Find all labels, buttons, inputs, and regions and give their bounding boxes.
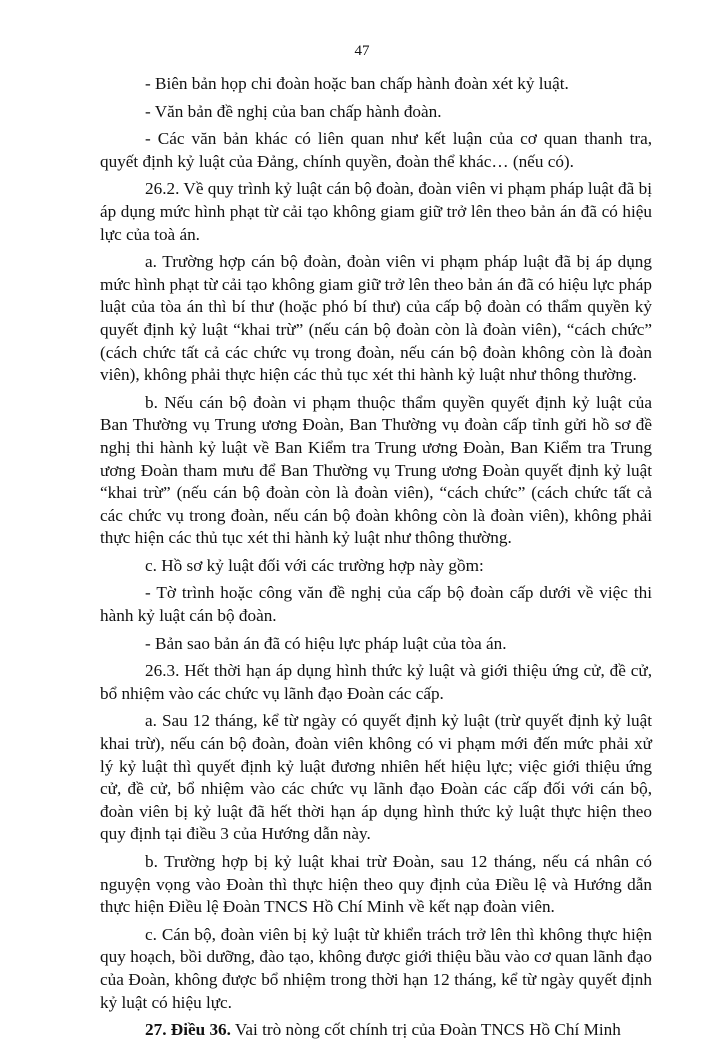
paragraph: - Các văn bản khác có liên quan như kết luận của cơ quan thanh tra, quyết định kỷ luật của Đảng, chính quyền, đoàn thể khác… (nếu có). [100, 129, 652, 171]
paragraph: - Bản sao bản án đã có hiệu lực pháp luật của tòa án. [145, 633, 507, 653]
section-heading-26-2: 26.2. Về quy trình kỷ luật cán bộ đoàn, đoàn viên vi phạm pháp luật đã bị áp dụng mức hình phạt từ cải tạo không giam giữ trở lên theo bản án đã có hiệu lực của toà án. [100, 179, 652, 244]
document-body [100, 73, 652, 1047]
paragraph: c. Hồ sơ kỷ luật đối với các trường hợp này gồm: [145, 555, 484, 575]
paragraph: - Văn bản đề nghị của ban chấp hành đoàn. [145, 101, 442, 121]
page-number: 47 [354, 43, 370, 59]
article-number: 27. Điều 36. [145, 1020, 231, 1040]
paragraph: b. Trường hợp bị kỷ luật khai trừ Đoàn, sau 12 tháng, nếu cá nhân có nguyện vọng vào Đoàn thì thực hiện theo quy định của Điều lệ và Hướng dẫn thực hiện Điều lệ Đoàn TNCS Hồ Chí Minh về kết nạp đoàn viên. [100, 852, 652, 917]
paragraph: - Tờ trình hoặc công văn đề nghị của cấp bộ đoàn cấp dưới về việc thi hành kỷ luật cán bộ đoàn. [100, 583, 652, 626]
paragraph: a. Trường hợp cán bộ đoàn, đoàn viên vi phạm pháp luật đã bị áp dụng mức hình phạt từ cải tạo không giam giữ trở lên theo bản án đã có hiệu lực pháp luật của tòa án thì bí thư (hoặc phó bí thư) của cấp bộ đoàn có thẩm quyền kỷ quyết định kỷ luật “khai trừ” (nếu cán bộ đoàn còn là đoàn viên), “cách chức” (cách chức tất cả các chức vụ trong đoàn, nếu cán bộ đoàn không còn là đoàn viên), không phải thực hiện các thủ tục xét thi hành kỷ luật như thông thường. [100, 252, 652, 385]
paragraph: b. Nếu cán bộ đoàn vi phạm thuộc thẩm quyền quyết định kỷ luật của Ban Thường vụ Trung ương Đoàn, Ban Thường vụ đoàn cấp tỉnh gửi hồ sơ đề nghị thi hành kỷ luật về Ban Kiểm tra Trung ương Đoàn, Ban Kiểm tra Trung ương Đoàn tham mưu để Ban Thường vụ Trung ương Đoàn quyết định kỷ luật “khai trừ” (nếu cán bộ đoàn còn là đoàn viên), “cách chức” (cách chức tất cả các chức vụ trong đoàn, nếu cán bộ đoàn không còn là đoàn viên), không phải thực hiện các thủ tục xét thi hành kỷ luật như thông thường. [100, 392, 652, 548]
article-heading [100, 1019, 652, 1042]
paragraph: a. Sau 12 tháng, kể từ ngày có quyết định kỷ luật (trừ quyết định kỷ luật khai trừ), nếu cán bộ đoàn, đoàn viên không có vi phạm mới đến mức phải xử lý kỷ luật thì quyết định kỷ luật đương nhiên hết hiệu lực; việc giới thiệu ứng cử, đề cử, bổ nhiệm vào các chức vụ lãnh đạo Đoàn các cấp đối với cán bộ, đoàn viên bị kỷ luật đã hết thời hạn áp dụng hình thức kỷ luật thực hiện theo quy định tại điều 3 của Hướng dẫn này. [100, 711, 652, 844]
section-heading-26-3: 26.3. Hết thời hạn áp dụng hình thức kỷ luật và giới thiệu ứng cử, đề cử, bổ nhiệm vào các chức vụ lãnh đạo Đoàn các cấp. [100, 661, 652, 703]
paragraph: c. Cán bộ, đoàn viên bị kỷ luật từ khiển trách trở lên thì không thực hiện quy hoạch, bồi dưỡng, đào tạo, không được giới thiệu bầu vào cơ quan lãnh đạo của Đoàn, không được bổ nhiệm trong thời hạn 12 tháng, kể từ ngày quyết định kỷ luật có hiệu lực. [100, 924, 652, 1012]
article-title: Vai trò nòng cốt chính trị của Đoàn TNCS Hồ Chí Minh [230, 1020, 621, 1040]
paragraph: - Biên bản họp chi đoàn hoặc ban chấp hành đoàn xét kỷ luật. [145, 74, 569, 93]
